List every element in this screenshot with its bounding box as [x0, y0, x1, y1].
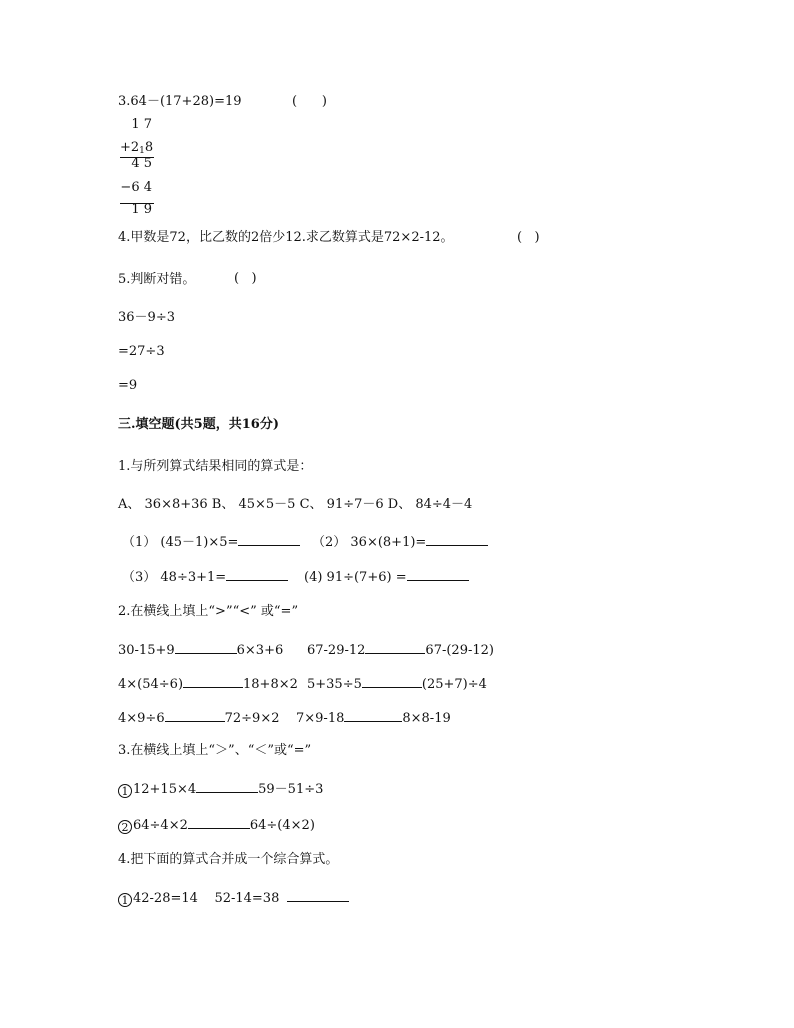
vertical-row-2-plus: +2: [120, 140, 140, 155]
f2-row-3-right: [296, 709, 451, 727]
vertical-row-5: 1 9: [131, 202, 152, 217]
f1-item-2-blank[interactable]: [426, 533, 488, 546]
f3-item-1: [118, 780, 323, 798]
vertical-row-3: 4 5: [131, 156, 152, 171]
f2-expr: 4×(54÷6): [118, 677, 184, 692]
f2-expr: 6×3+6: [236, 643, 284, 658]
f1-options: A、 36×8+36 B、 45×5－5 C、 91÷7－6 D、 84÷4－4: [118, 497, 473, 512]
f1-item-1-expr: （1） (45－1)×5=: [122, 535, 239, 550]
q5-line-1: 36－9÷3: [118, 310, 175, 325]
q3-answer-paren[interactable]: ( ): [292, 94, 327, 109]
vertical-carry: 1: [139, 146, 145, 156]
vertical-rule-1: [120, 157, 154, 158]
f3-expr: 12+15×4: [133, 782, 197, 797]
f3-expr: 59－51÷3: [258, 782, 324, 797]
q4-answer-paren[interactable]: ( ): [517, 230, 540, 245]
section-3-title: 三.填空题(共5题，共16分): [118, 417, 279, 432]
vertical-row-2: [120, 140, 154, 156]
f4-blank[interactable]: [287, 889, 349, 902]
f3-blank[interactable]: [196, 780, 258, 793]
f2-expr: 67-29-12: [307, 643, 366, 658]
f1-item-2-expr: （2） 36×(8+1)=: [312, 535, 427, 550]
f2-blank[interactable]: [165, 709, 225, 722]
vertical-row-4: −6 4: [120, 180, 152, 195]
f3-title: 3.在横线上填上“＞”、“＜”或“=”: [118, 743, 312, 758]
f2-row-1-left: [118, 641, 283, 659]
f2-row-2-left: [118, 675, 298, 693]
f2-blank[interactable]: [365, 641, 425, 654]
f1-item-4-expr: (4) 91÷(7+6) =: [304, 570, 407, 585]
f2-blank[interactable]: [362, 675, 422, 688]
f1-item-1-blank[interactable]: [238, 533, 300, 546]
q5-text: 5.判断对错。: [118, 272, 196, 287]
f4-item-1: [118, 889, 349, 907]
f4-title: 4.把下面的算式合并成一个综合算式。: [118, 852, 339, 867]
f1-item-2: [312, 533, 488, 551]
q5-answer-paren[interactable]: ( ): [234, 271, 257, 286]
f4-expr: 42-28=14 52-14=38: [133, 891, 280, 906]
f2-expr: 5+35÷5: [307, 677, 362, 692]
q5-line-2: =27÷3: [118, 344, 165, 359]
f3-expr: 64÷(4×2): [249, 818, 315, 833]
f3-blank[interactable]: [188, 816, 250, 829]
f1-item-1: [122, 533, 300, 551]
circled-number-2: 2: [118, 820, 132, 834]
f3-expr: 64÷4×2: [133, 818, 188, 833]
f2-row-2-right: [307, 675, 487, 693]
f2-expr: (25+7)÷4: [421, 677, 487, 692]
f2-blank[interactable]: [175, 641, 237, 654]
f2-expr: 72÷9×2: [224, 711, 280, 726]
vertical-row-1: 1 7: [131, 117, 152, 132]
f1-title: 1.与所列算式结果相同的算式是：: [118, 459, 313, 474]
f1-item-4-blank[interactable]: [407, 568, 469, 581]
f2-row-1-right: [307, 641, 494, 659]
f2-expr: 4×9÷6: [118, 711, 165, 726]
vertical-row-2-digit: 8: [144, 140, 154, 155]
q3-text: 3.64－(17+28)=19: [118, 94, 242, 109]
vertical-rule-2: [120, 203, 154, 204]
q4-text: 4.甲数是72，比乙数的2倍少12.求乙数算式是72×2-12。: [118, 230, 454, 245]
f1-item-3-expr: （3） 48÷3+1=: [122, 570, 227, 585]
f1-item-4: [304, 568, 469, 586]
f2-title: 2.在横线上填上“>”“<” 或“=”: [118, 604, 299, 619]
f1-item-3: [122, 568, 288, 586]
circled-number-1: 1: [118, 893, 132, 907]
f2-row-3-left: [118, 709, 279, 727]
f2-expr: 67-(29-12): [425, 643, 494, 658]
f2-expr: 30-15+9: [118, 643, 175, 658]
f2-expr: 18+8×2: [243, 677, 298, 692]
circled-number-1: 1: [118, 784, 132, 798]
q5-line-3: =9: [118, 378, 138, 393]
f2-blank[interactable]: [344, 709, 402, 722]
f1-item-3-blank[interactable]: [226, 568, 288, 581]
f3-item-2: [118, 816, 315, 834]
f2-expr: 7×9-18: [296, 711, 345, 726]
f2-expr: 8×8-19: [402, 711, 451, 726]
f2-blank[interactable]: [183, 675, 243, 688]
